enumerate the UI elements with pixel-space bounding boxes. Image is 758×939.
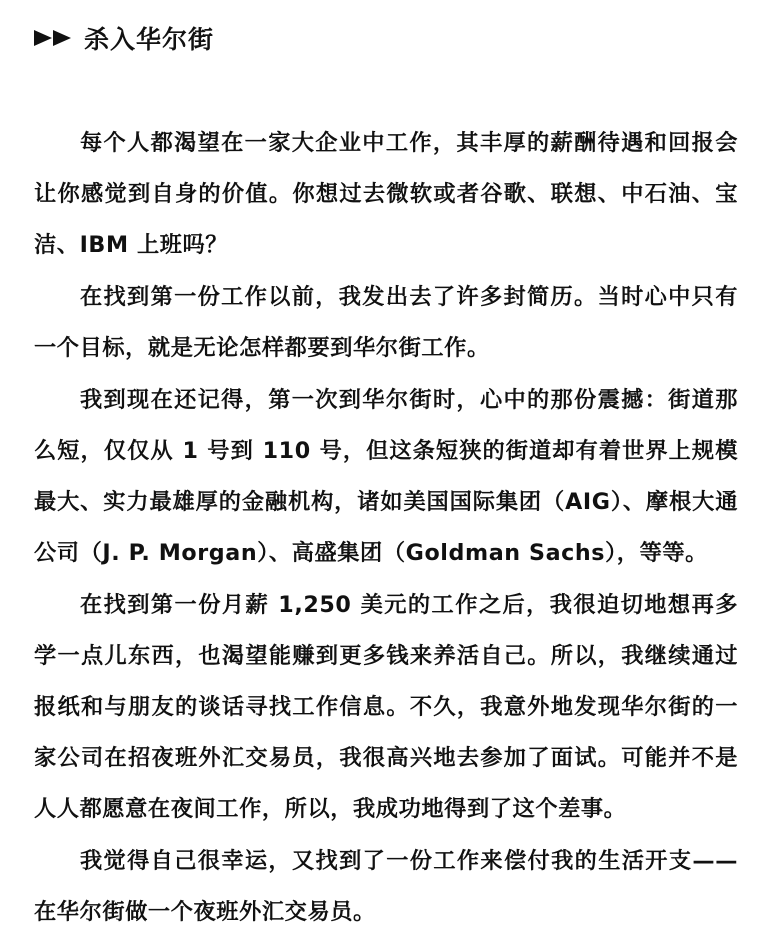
body-text (34, 118, 738, 939)
paragraph-1: 每个人都渴望在一家大企业中工作，其丰厚的薪酬待遇和回报会让你感觉到自身的价值。你想过去微软或者谷歌、联想、中石油、宝洁、IBM 上班吗？ (34, 130, 738, 258)
paragraph-5: 我觉得自己很幸运，又找到了一份工作来偿付我的生活开支——在华尔街做一个夜班外汇交易员。 (34, 848, 738, 925)
paragraph-2: 在找到第一份工作以前，我发出去了许多封简历。当时心中只有一个目标，就是无论怎样都要到华尔街工作。 (34, 284, 738, 361)
paragraph-4: 在找到第一份月薪 1,250 美元的工作之后，我很迫切地想再多学一点儿东西，也渴望能赚到更多钱来养活自己。所以，我继续通过报纸和与朋友的谈话寻找工作信息。不久，我意外地发现华尔街的一家公司在招夜班外汇交易员，我很高兴地去参加了面试。可能并不是人人都愿意在夜间工作，所以，我成功地得到了这个差事。 (34, 592, 738, 822)
paragraph-3: 我到现在还记得，第一次到华尔街时，心中的那份震撼：街道那么短，仅仅从 1 号到 110 号，但这条短狭的街道却有着世界上规模最大、实力最雄厚的金融机构，诸如美国国际集团（AIG）、摩根大通公司（J. P. Morgan）、高盛集团（Goldman Sachs），等等。 (34, 387, 738, 566)
double-play-arrow-icon (34, 28, 74, 48)
section-heading (34, 20, 214, 56)
section-title: 杀入华尔街 (84, 25, 215, 54)
